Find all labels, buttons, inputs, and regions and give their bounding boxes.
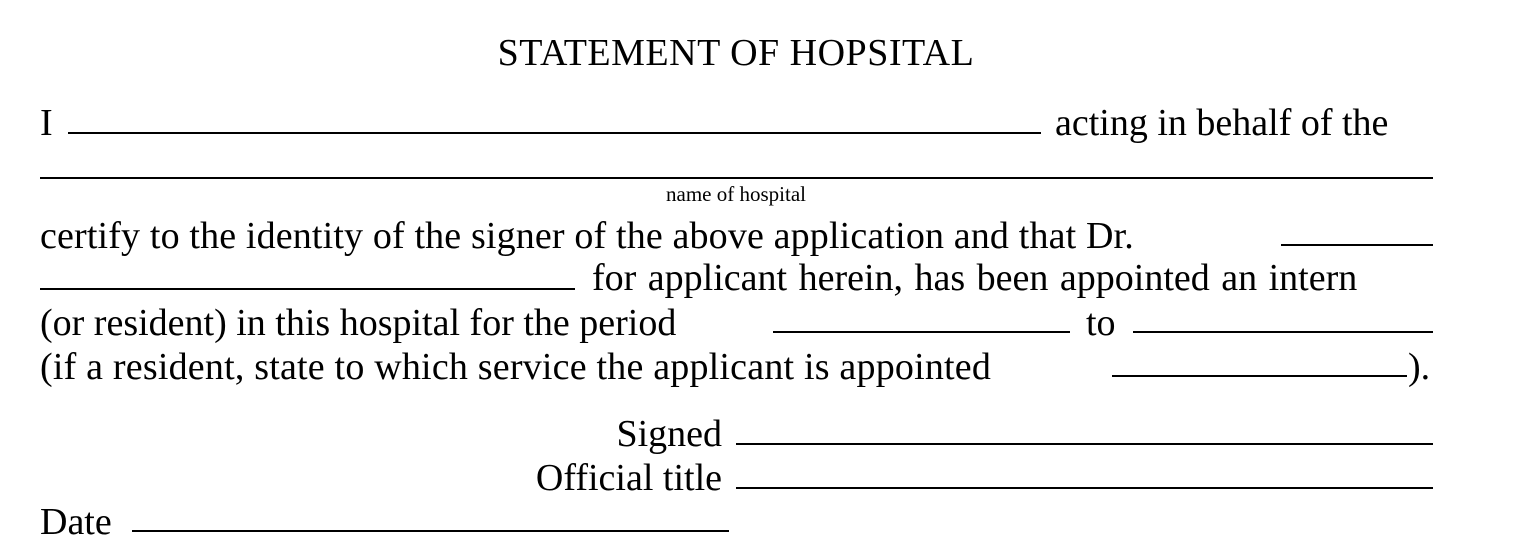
period-text: (or resident) in this hospital for the period — [40, 302, 677, 344]
period-to-text: to — [1086, 302, 1116, 344]
resident-service-end-text: ). — [1408, 346, 1431, 388]
line1-start-text: I — [40, 102, 53, 144]
period-end-blank-line[interactable] — [1133, 331, 1433, 333]
certify-text: certify to the identity of the signer of the above application and that Dr. — [40, 215, 1134, 257]
doctor-name-continued-blank-line[interactable] — [40, 288, 575, 290]
official-title-label: Official title — [535, 457, 722, 499]
service-blank-line[interactable] — [1112, 375, 1407, 377]
date-blank-line[interactable] — [132, 530, 729, 532]
official-title-blank-line[interactable] — [736, 487, 1433, 489]
resident-service-text: (if a resident, state to which service the applicant is appointed — [40, 346, 992, 388]
form-title: STATEMENT OF HOPSITAL — [497, 32, 975, 74]
date-label: Date — [40, 501, 112, 543]
hospital-name-caption: name of hospital — [666, 182, 806, 206]
doctor-name-blank-line[interactable] — [1281, 244, 1433, 246]
hospital-name-blank-line[interactable] — [40, 177, 1433, 179]
appointment-text: for applicant herein, has been appointed an intern — [592, 257, 1358, 299]
name-blank-line[interactable] — [68, 132, 1041, 134]
period-start-blank-line[interactable] — [773, 331, 1070, 333]
signed-label: Signed — [616, 413, 722, 455]
line1-end-text: acting in behalf of the — [1055, 102, 1389, 144]
signature-blank-line[interactable] — [736, 443, 1433, 445]
